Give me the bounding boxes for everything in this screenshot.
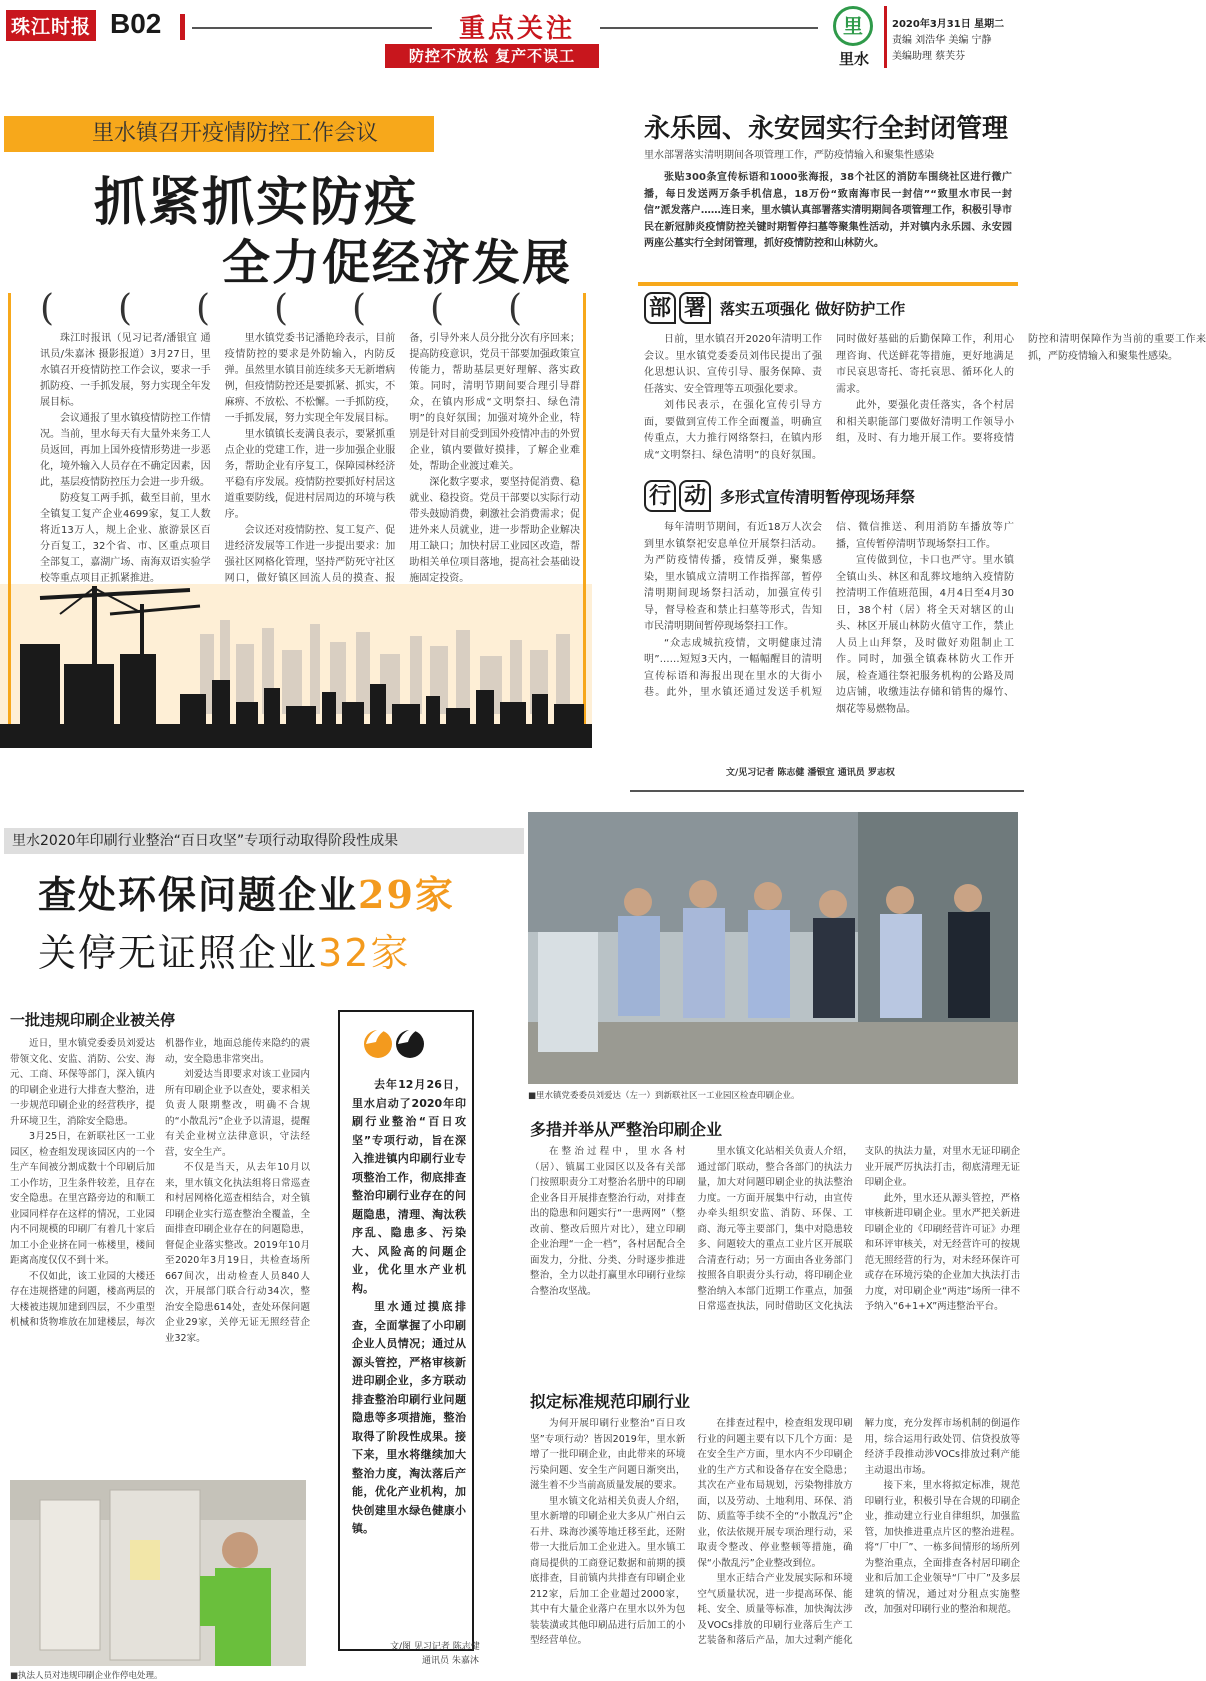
summary-text (352, 1076, 466, 1539)
issue-date: 2020年3月31日 星期二 (892, 19, 1005, 30)
lishui-logo-icon: 里 (833, 6, 873, 46)
orange-divider (638, 282, 1018, 286)
paragraph: 防疫复工两手抓，截至目前，里水全镇复工复产企业4699家，复工人数将近13万人，规上企业、旅游景区百分百复工，32个省、市、区重点项目全部复工，嘉湖广场、南海双语实验学校等重点项目正抓紧推进。 (40, 493, 211, 584)
article2-deck: 里水部署落实清明期间各项管理工作，严防疫情输入和聚集性感染 (644, 150, 934, 161)
section-deployment-body (644, 332, 1206, 470)
paragraph: 不仅是当天，从去年10月以来，里水镇文化执法组将日常巡查和村居网格化巡查相结合，对全镇印刷企业实行巡查整治全覆盖，全面排查印刷企业存在的问题隐患，督促企业落实整改。2019年10月至2020年3月19日，共检查场所667间次，出动检查人员840人次，开展部门联合行动34次，整治安全隐患614处，查处环保问题企业29家，关停无证无照经营企业32家。 (165, 1162, 310, 1344)
section-action-body (644, 520, 1014, 754)
paragraph: 去年12月26日，里水启动了2020年印刷行业整治“百日攻坚”专项行动，旨在深入推进镇内印刷行业专项整治工作，彻底排查整治印刷行业存在的问题隐患，清理、淘汰秩序乱、隐患多、污染大、风险高的问题企业，优化里水产业机构。 (352, 1078, 466, 1295)
paragraph: 此外，里水还从源头管控，严格审核新进印刷企业。里水严把关新进印刷企业的《印刷经营许可证》办理和环评审核关，对无经营许可的按规范无照经营的行为，对未经环保许可或存在环境污染的企业加大执法打击力度，对印刷企业“两违”场所一律不予纳入“6+1+X”两违整治平台。 (864, 1192, 1020, 1312)
tag-char: 行 (644, 480, 676, 512)
section-rectification-title: 多措并举从严整治印刷企业 (530, 1120, 723, 1139)
paragraph: 为何开展印刷行业整治“百日攻坚”专项行动？皆因2019年，里水新增了一批印刷企业，由此带来的环境污染问题、安全生产问题日渐突出，滋生着不少当前高质量发展的要求。 (530, 1418, 686, 1491)
byline-line: 通讯员 朱嘉沐 (422, 1656, 479, 1666)
byline-line: 文/图 见习记者 陈志健 (390, 1642, 480, 1652)
city-skyline-illustration (0, 584, 592, 748)
paragraph: “众志成城抗疫情，文明健康过清明”……短短3天内，一幅幅醒目的清明宣传标语和海报出现在里水的大街小巷。此外，里水镇还通过发送手机短信、微信推送、利用消防车播放等广播，宣传暂停清明节现场祭扫工作。 (644, 522, 1014, 698)
section-tag (644, 292, 714, 324)
paragraph: 会议通报了里水镇疫情防控工作情况。当前，里水每天有大量外来务工人员返回，再加上国外疫情形势进一步恶化，境外输入人员存在不确定因素，因此，基层疫情防控压力会进一步升级。 (40, 413, 211, 488)
article-cemetery-closure (630, 100, 1206, 800)
paragraph: 每年清明节期间，有近18万人次会到里水镇祭祀安息单位开展祭扫活动。为严防疫情传播，疫情反弹，聚集感染，里水镇成立清明工作指挥部，暂停清明期间现场祭扫活动，加强宣传引导，督导检查和禁止扫墓等形式，告知市民清明期间暂停现场祭扫工作。 (644, 522, 822, 632)
article3-headline-2 (38, 922, 410, 977)
paragraph: 接下来，里水将拟定标准，规范印刷行业，积极引导在合规的印刷企业，推动建立行业自律组织，加强监管，加快推进重点片区的整治进程。将“厂中厂”、一栋多间情形的场所列为整治重点，全面排查各村居印刷企业和后加工企业领导“厂中厂”及多层建筑的情况，通过对分租点实施整改，加强对印刷行业的整治和规范。 (864, 1480, 1020, 1615)
section-rectification-body (530, 1144, 1020, 1384)
headline-text: 关停无证照企业 (38, 931, 319, 975)
paragraph: 日前，里水镇召开2020年清明工作会议。里水镇党委委员刘伟民提出了强化思想认识、宣传引导、服务保障、责任落实、安全管理等五项强化要求。 (644, 334, 822, 395)
paragraph: 里水通过摸底排查，全面掌握了小印刷企业人员情况；通过从源头管控，严格审核新进印刷企业，多方联动排查整治印刷行业问题隐患等多项措施，整治取得了阶段性成果。接下来，里水将继续加大整治力度，淘汰落后产能，优化产业机构，加快创建里水绿色健康小镇。 (352, 1300, 466, 1535)
quote-mark-icon (360, 1026, 430, 1062)
paragraph: 3月25日，在新联社区一工业园区，检查组发现该园区内的一个生产车间被分割成数十个印刷后加工小作坊，卫生条件较差，且存在安全隐患。在里宫路旁边的和顺工业园同样存在这样的情况，工业园内不同规模的印刷厂有着几十家后加工小企业挤在同一栋楼里，楼间距离高度仅仅不到十米。 (10, 1131, 155, 1266)
paragraph: 刘伟民表示，在强化宣传引导方面，要做到宣传工作全面覆盖，明确宣传重点，大力推行网络祭扫，在镇内形成“文明祭扫、绿色清明”的良好氛围。同时做好基础的后勤保障工作，利用心理咨询、代送鲜花等措施，更好地满足市民哀思寄托、寄托哀思、循环化人的需求。 (644, 334, 1014, 461)
paragraph: 里水镇镇长麦满良表示，要紧抓重点企业的党建工作，进一步加强企业服务，帮助企业有序复工，保障园林经济平稳有序发展。疫情防控要抓好村居这道重要防线，促进村居周边的环境与秩序。 (224, 429, 396, 520)
paragraph: 宣传做到位，卡口也严守。里水镇全镇山头、林区和乱葬坟地纳入疫情防控清明工作值班范围，4月4日至4月30日，38个村（居）将全天对辖区的山头、林区开展山林防火值守工作，禁止人员上山拜祭，及时做好劝阻制止工作。同时，加强全镇森林防火工作开展，检查通往祭祀服务机构的公路及周边店铺，收缴违法存储和销售的爆竹、烟花等易燃物品。 (836, 555, 1014, 715)
article3-headline-1 (38, 864, 455, 919)
inspection-photo (528, 812, 1018, 1084)
assistant-credits: 美编助理 蔡芙芬 (892, 51, 966, 62)
paragraph: 里水正结合产业发展实际和环境空气质量状况，进一步提高环保、能耗、安全、质量等标准，加快淘汰涉及VOCs排放的印刷行业落后生产工艺装备和落后产品，加大过剩产能化解力度，充分发挥市场机制的倒逼作用，综合运用行政处罚、信贷投放等经济手段推动涉VOCs排放过剩产能主动退出市场。 (697, 1418, 1020, 1646)
newspaper-name: 珠江时报 (6, 10, 96, 41)
masthead (0, 0, 1024, 78)
meta-divider-bar (884, 6, 887, 68)
page-divider-bar (180, 14, 185, 40)
power-cut-photo (10, 1480, 306, 1666)
inspection-photo-caption: ■里水镇党委委员刘爱达（左一）到新联社区一工业园区检查印刷企业。 (528, 1091, 800, 1101)
paragraph: 不仅如此，该工业园的大楼还存在违规搭建的问题，楼高两层的大楼被违规加建到四层，不少重型机械和货物堆放在加建楼层，每次机器作业，地面总能传来隐约的震动，安全隐患非常突出。 (10, 1038, 310, 1328)
header-rule-left (192, 27, 432, 29)
article-printing-industry (0, 812, 1024, 1681)
decorative-curl-row: ( ( ( ( ( ( ( (40, 288, 523, 329)
section-action-header (644, 480, 1014, 516)
section-tag (644, 480, 714, 512)
header-rule-right (600, 27, 818, 29)
paragraph: 刘爱达当即要求对该工业园内所有印刷企业予以查处，要求相关负责人限期整改，明确不合规的“小散乱污”企业予以清退，提醒有关企业树立法律意识，守法经营，安全生产。 (165, 1069, 310, 1158)
inspection-photo-image (528, 812, 1018, 1084)
paragraph: 会议还对疫情防控、复工复产、促进经济发展等工作进一步提出要求：加强社区网格化管理，坚持严防死守社区网口，做好镇区回流人员的摸查、报备，引导外来人员分批分次有序回来；提高防疫意识，党员干部要加强政策宣传能力，帮助基层更好理解、落实政策。同时，清明节期间要合理引导群众，在镇内形成“文明祭扫、绿色清明”的良好氛围；加强对境外企业，特别是针对目前受到国外疫情冲击的外贸企业，镇内要做好摸排，了解企业难处，帮助企业渡过难关。 (224, 333, 580, 584)
article1-headline-2: 全力促经济发展 (222, 235, 573, 291)
section-deployment-header (644, 292, 1014, 328)
paragraph: 里水镇党委书记潘艳玲表示，目前疫情防控的要求是外防输入，内防反弹。虽然里水镇目前连续多天无新增病例，但疫情防控还是要抓紧、抓实，不麻痹、不放松、不松懈。一手抓防疫，一手抓发展，努力实现全年发展目标。 (224, 333, 396, 424)
paragraph: 在排查过程中，检查组发现印刷行业的问题主要有以下几个方面：是在安全生产方面，里水内不少印刷企业的生产方式和设备存在安全隐患；其次在产业布局规划，污染物排放方面，以及劳动、土地利用、环保、消防、质监等手续不全的“小散乱污”企业，依法依规开展专项治理行动，采取责令整改、停业整顿等措施，确保“小散乱污”企业整改到位。 (697, 1418, 853, 1569)
paragraph: 深化数字要求，要坚持促消费、稳就业、稳投资。党员干部要以实际行动带头鼓励消费，刺激社会消费需求；促进外来人员就业，进一步帮助企业解决用工缺口；加快村居工业园区改造，帮助相关单位项目落地，提高社会基础设施固定投资。 (409, 477, 580, 584)
paragraph: 里水镇文化站相关负责人介绍，通过部门联动，整合各部门的执法力量，加大对问题印刷企业的执法整治力度。一方面开展集中行动，由宣传办牵头组织安监、消防、环保、工商、海元等主要部门，集中对隐患较多、问题较大的重点工业片区开展联合清查行动；另一方面由各业务部门按照各自职责分头行动，将印刷企业整治纳入本部门近期工作重点，加强日常巡查执法，同时借助区文化执法支队的执法力量，对里水无证印刷企业开展严厉执法打击，彻底清理无证印刷企业。 (697, 1146, 1020, 1312)
article3-kicker: 里水2020年印刷行业整治“百日攻坚”专项行动取得阶段性成果 (4, 828, 524, 854)
headline-number: 29家 (358, 872, 455, 917)
section-action-title: 多形式宣传清明暂停现场拜祭 (720, 488, 916, 506)
column-subtitle: 防控不放松 复产不误工 (385, 44, 599, 68)
section-closures-title: 一批违规印刷企业被关停 (10, 1011, 176, 1029)
tag-char: 动 (679, 480, 711, 512)
tag-char: 署 (679, 292, 711, 324)
section-standards-title: 拟定标准规范印刷行业 (530, 1392, 691, 1411)
column-title: 重点关注 (458, 14, 575, 44)
editor-credits: 责编 刘浩华 美编 宁静 (892, 35, 992, 46)
paragraph: 此外，要强化责任落实，各个村居和相关职能部门要做好清明工作领导小组，及时、有力地开展工作。要将疫情防控和清明保障作为当前的重要工作来抓，严防疫情输入和聚集性感染。 (836, 334, 1206, 444)
tag-char: 部 (644, 292, 676, 324)
headline-number: 32家 (318, 931, 411, 975)
page-number: B02 (110, 8, 162, 39)
article3-byline (390, 1640, 480, 1668)
article2-lead: 张贴300条宣传标语和1000张海报，38个社区的消防车围绕社区进行微广播，每日发送两万条手机信息，18万份“致南海市民一封信”“致里水市民一封信”派发落户……连日来，里水镇认真部署落实清明期间各项管理工作，积极引导市民在新冠肺炎疫情防控关键时期暂停扫墓等聚集性活动，并对镇内永乐园、永安园两座公墓实行全封闭管理，抓好疫情防控和山林防火。 (644, 172, 1012, 249)
section-deployment-title: 落实五项强化 做好防护工作 (720, 300, 906, 318)
article1-headline-1: 抓紧抓实防疫 (94, 172, 419, 233)
power-cut-photo-image (10, 1480, 306, 1666)
article-epidemic-meeting (0, 108, 592, 748)
section-standards-body (530, 1416, 1020, 1676)
article2-byline: 文/见习记者 陈志健 潘银宜 通讯员 罗志权 (726, 768, 895, 778)
paragraph: 在整治过程中，里水各村（居）、镇属工业园区以及各有关部门按照职责分工对整治名册中的印刷企业各目开展排查整治行动，对排查出的隐患和问题实行“一患两网”（整改前、整改后照片对比），建立印刷企业治理“一企一档”，各村居配合全面发力，分批、分类、分时逐步推进整治，全力以赴打赢里水印刷行业综合整治攻坚战。 (530, 1146, 686, 1297)
power-cut-photo-caption: ■执法人员对违规印刷企业作停电处理。 (10, 1671, 163, 1681)
summary-box (338, 1010, 474, 1651)
article2-headline: 永乐园、永安园实行全封闭管理 (644, 114, 1009, 144)
town-name: 里水 (838, 50, 869, 68)
paragraph: 珠江时报讯（见习记者/潘银宜 通讯员/朱嘉沐 摄影报道）3月27日，里水镇召开疫情防控工作会议，要求一手抓防疫、一手抓发展，努力实现全年发展目标。 (40, 333, 211, 408)
paragraph: 里水镇文化站相关负责人介绍，里水新增的印刷企业大多从广州白云石井、珠海沙溪等地迁移至此，还附带一大批后加工企业进入。里水镇工商局提供的工商登记数据和前期的摸底排查，目前镇内共排查有印刷企业212家，后加工企业超过2000家，其中有大量企业落户在里水以外为包装装潢或其他印刷品进行后加工的小型经营单位。 (530, 1495, 686, 1646)
paragraph: 近日，里水镇党委委员刘爱达带领文化、安监、消防、公安、海元、工商、环保等部门，深入镇内的印刷企业进行大排查大整治，进一步规范印刷企业的经营秩序，提升环境卫生，消除安全隐患。 (10, 1038, 155, 1127)
section-closures-body (10, 1036, 310, 1471)
article1-kicker: 里水镇召开疫情防控工作会议 (4, 116, 434, 152)
headline-text: 查处环保问题企业 (38, 872, 359, 917)
section-divider (630, 790, 1024, 792)
section-deployment (644, 292, 1206, 470)
section-action (644, 480, 1014, 754)
